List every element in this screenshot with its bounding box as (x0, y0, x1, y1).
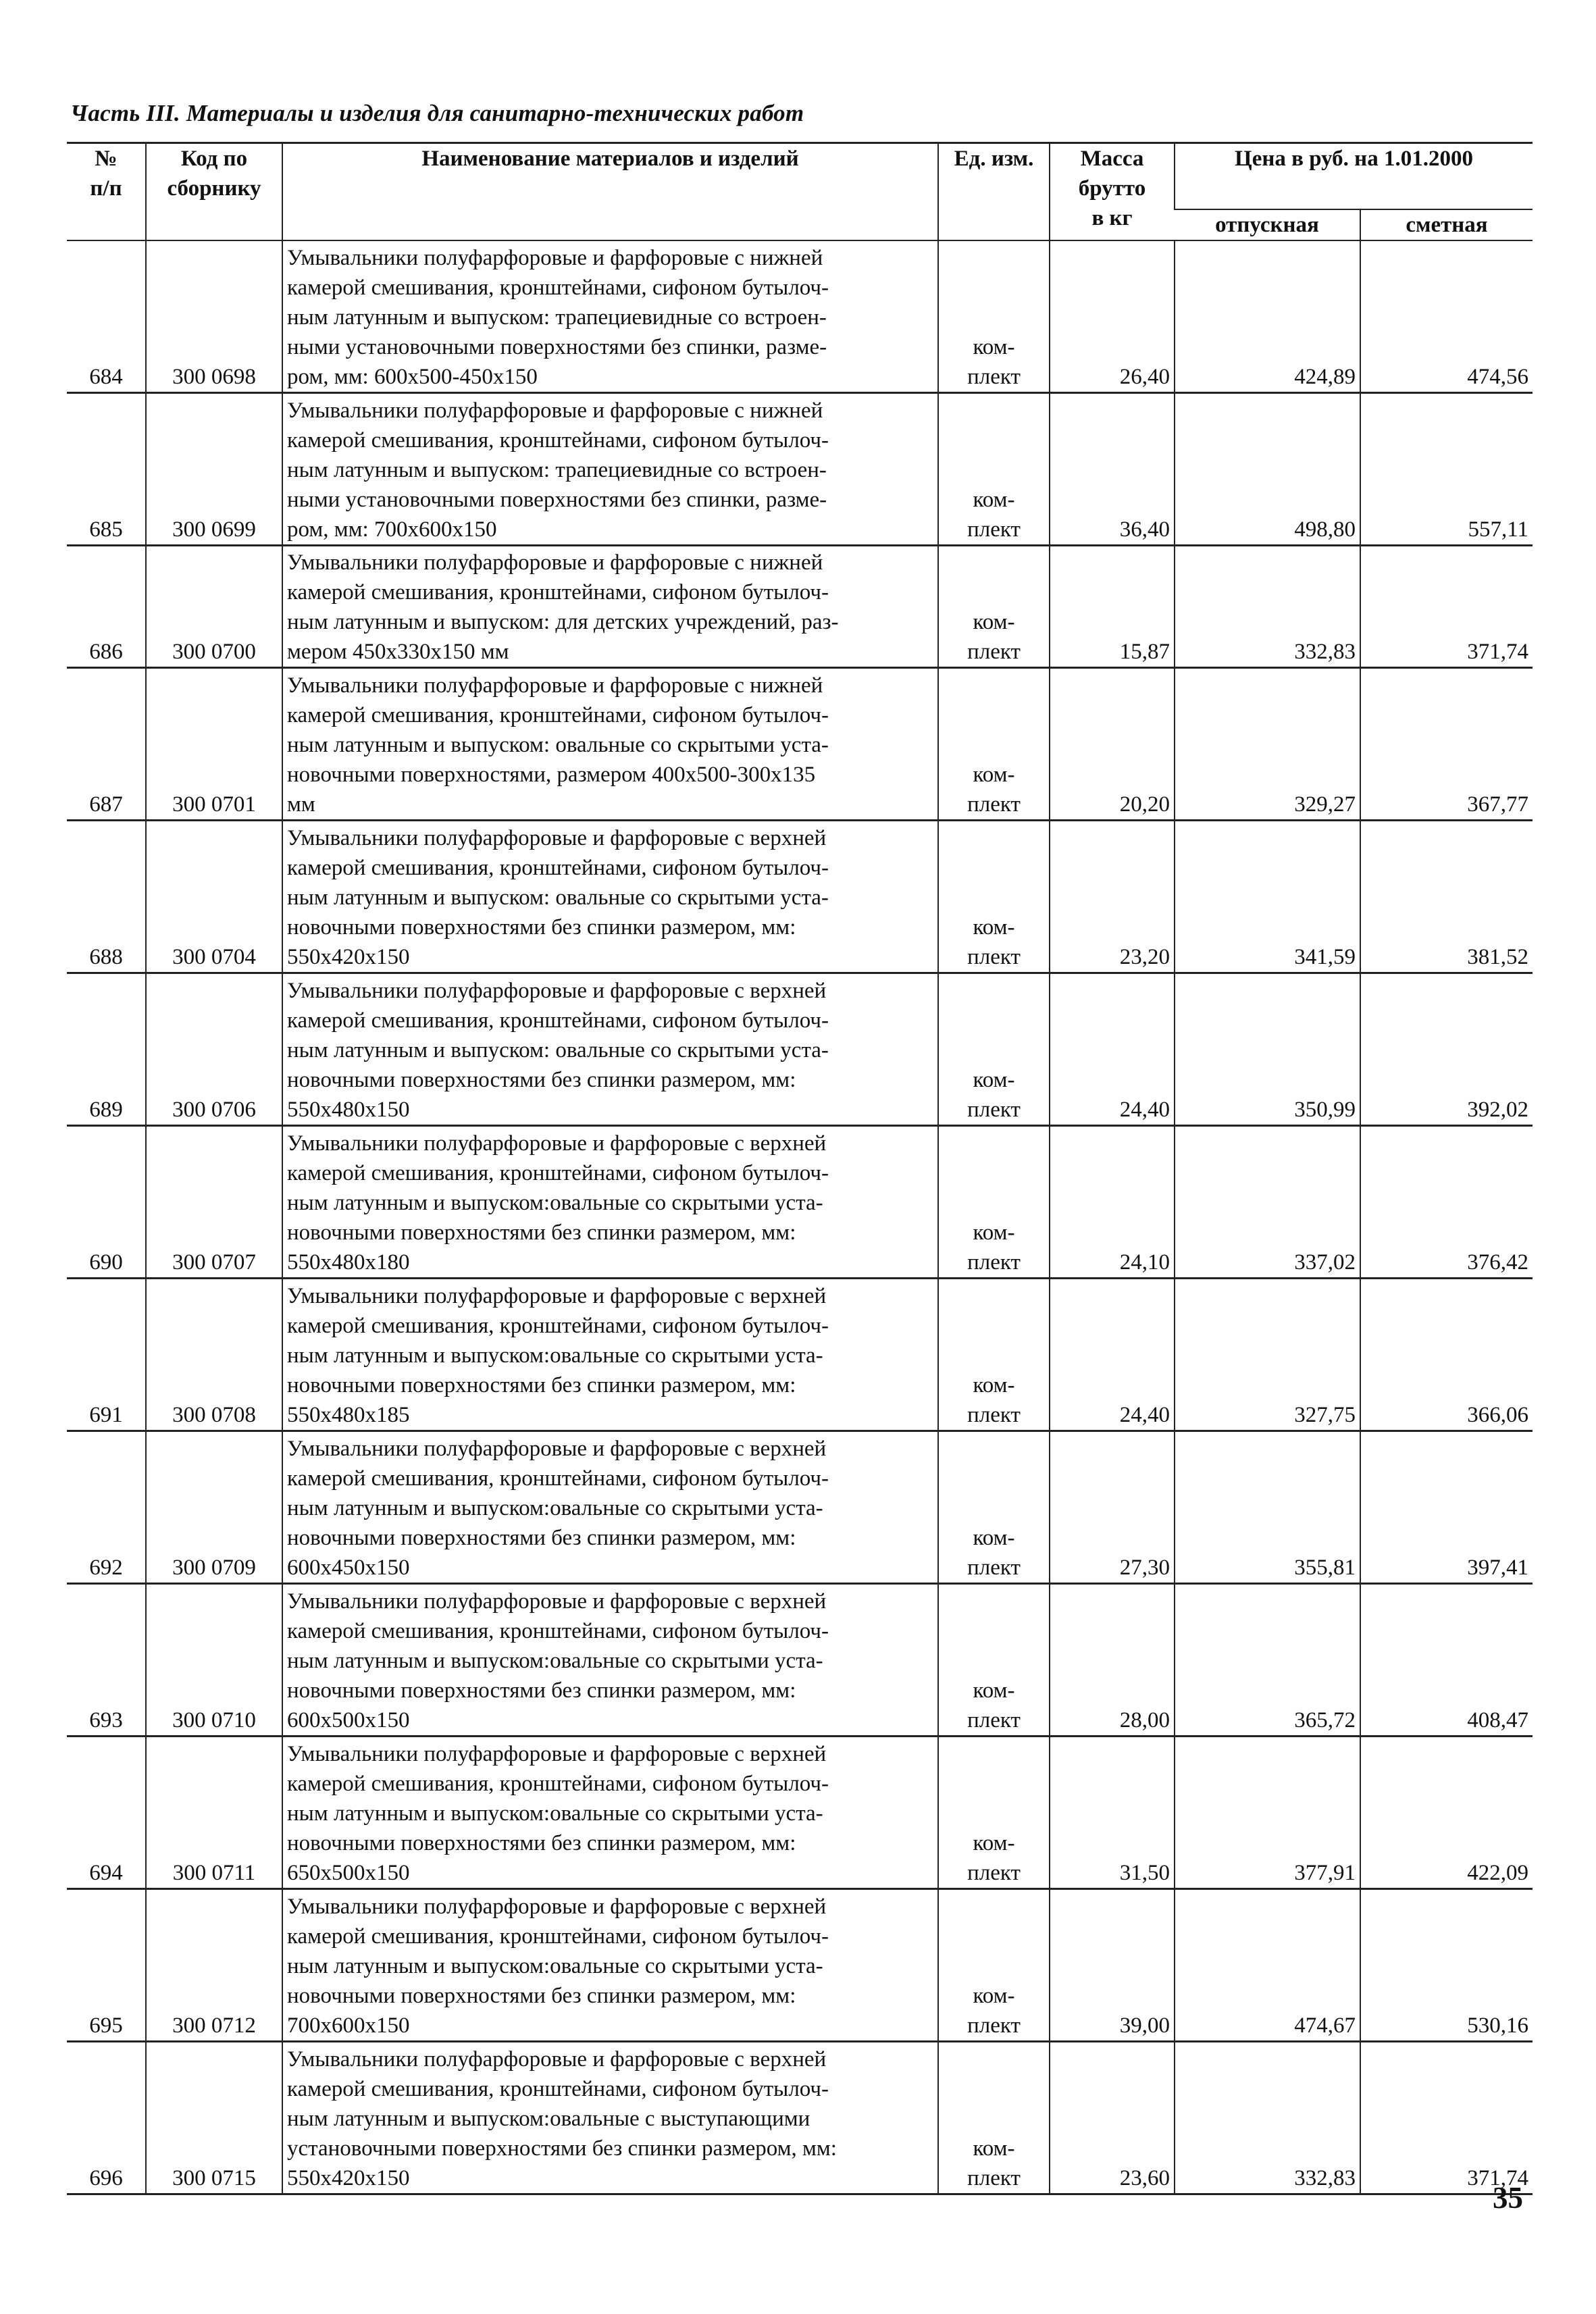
page-number: 35 (1493, 2181, 1523, 2215)
row-mass: 27,30 (1050, 1431, 1175, 1584)
header-name: Наименование материалов и изделий (282, 143, 938, 241)
row-num: 688 (67, 821, 146, 973)
row-code: 300 0707 (146, 1126, 282, 1279)
row-num: 692 (67, 1431, 146, 1584)
row-price-release: 350,99 (1175, 973, 1360, 1126)
row-unit: ком- плект (938, 393, 1050, 546)
table-row (67, 1584, 1533, 1737)
table-row (67, 1737, 1533, 1889)
row-unit: ком- плект (938, 1737, 1050, 1889)
row-price-estimate: 530,16 (1360, 1889, 1533, 2042)
row-code: 300 0708 (146, 1279, 282, 1431)
header-num: № п/п (67, 143, 146, 241)
row-name: Умывальники полуфарфоровые и фарфоровые с нижней камерой смешивания, кронштейнами, сифоном бутылоч- ным латунным и выпуском: трапециевидные со встроен- ными установочными поверхностями без спинки, разме- ром, мм: 600х500-450х150 (282, 240, 938, 393)
row-code: 300 0700 (146, 546, 282, 668)
header-price-release: отпускная (1175, 209, 1360, 240)
row-price-release: 377,91 (1175, 1737, 1360, 1889)
row-num: 693 (67, 1584, 146, 1737)
row-code: 300 0704 (146, 821, 282, 973)
row-mass: 24,40 (1050, 1279, 1175, 1431)
row-code: 300 0709 (146, 1431, 282, 1584)
row-num: 684 (67, 240, 146, 393)
running-title: Часть III. Материалы и изделия для санитарно-технических работ (70, 100, 804, 126)
row-mass: 39,00 (1050, 1889, 1175, 2042)
row-unit: ком- плект (938, 1126, 1050, 1279)
row-mass: 31,50 (1050, 1737, 1175, 1889)
table-header-row (67, 143, 1533, 210)
table-row (67, 1431, 1533, 1584)
row-name: Умывальники полуфарфоровые и фарфоровые с верхней камерой смешивания, кронштейнами, сифоном бутылоч- ным латунным и выпуском:овальные с выступающими установочными поверхностями без спинки размером, мм: 550х420х150 (282, 2042, 938, 2194)
row-unit: ком- плект (938, 546, 1050, 668)
row-price-release: 365,72 (1175, 1584, 1360, 1737)
row-price-release: 498,80 (1175, 393, 1360, 546)
header-price-estimate: сметная (1360, 209, 1533, 240)
row-unit: ком- плект (938, 821, 1050, 973)
row-name: Умывальники полуфарфоровые и фарфоровые с верхней камерой смешивания, кронштейнами, сифоном бутылоч- ным латунным и выпуском:овальные со скрытыми уста- новочными поверхностями без спинки размером, мм: 600х450х150 (282, 1431, 938, 1584)
table-row (67, 1889, 1533, 2042)
table-row (67, 1279, 1533, 1431)
row-mass: 15,87 (1050, 546, 1175, 668)
row-mass: 24,40 (1050, 973, 1175, 1126)
row-price-estimate: 474,56 (1360, 240, 1533, 393)
row-name: Умывальники полуфарфоровые и фарфоровые с верхней камерой смешивания, кронштейнами, сифоном бутылоч- ным латунным и выпуском: овальные со скрытыми уста- новочными поверхностями без спинки размером, мм: 550х480х150 (282, 973, 938, 1126)
row-code: 300 0699 (146, 393, 282, 546)
row-unit: ком- плект (938, 668, 1050, 821)
row-name: Умывальники полуфарфоровые и фарфоровые с верхней камерой смешивания, кронштейнами, сифоном бутылоч- ным латунным и выпуском:овальные со скрытыми уста- новочными поверхностями без спинки размером, мм: 550х480х180 (282, 1126, 938, 1279)
header-price-group: Цена в руб. на 1.01.2000 (1175, 143, 1533, 210)
row-price-estimate: 392,02 (1360, 973, 1533, 1126)
table-row (67, 1126, 1533, 1279)
row-price-estimate: 371,74 (1360, 2042, 1533, 2194)
row-price-release: 332,83 (1175, 2042, 1360, 2194)
row-price-release: 329,27 (1175, 668, 1360, 821)
row-unit: ком- плект (938, 973, 1050, 1126)
row-mass: 23,20 (1050, 821, 1175, 973)
row-name: Умывальники полуфарфоровые и фарфоровые с верхней камерой смешивания, кронштейнами, сифоном бутылоч- ным латунным и выпуском:овальные со скрытыми уста- новочными поверхностями без спинки размером, мм: 550х480х185 (282, 1279, 938, 1431)
row-price-estimate: 371,74 (1360, 546, 1533, 668)
row-price-estimate: 397,41 (1360, 1431, 1533, 1584)
row-price-release: 327,75 (1175, 1279, 1360, 1431)
row-price-estimate: 381,52 (1360, 821, 1533, 973)
row-price-estimate: 408,47 (1360, 1584, 1533, 1737)
row-price-release: 341,59 (1175, 821, 1360, 973)
row-price-release: 474,67 (1175, 1889, 1360, 2042)
row-price-release: 332,83 (1175, 546, 1360, 668)
row-name: Умывальники полуфарфоровые и фарфоровые с нижней камерой смешивания, кронштейнами, сифоном бутылоч- ным латунным и выпуском: трапециевидные со встроен- ными установочными поверхностями без спинки, разме- ром, мм: 700х600х150 (282, 393, 938, 546)
table-row (67, 546, 1533, 668)
row-code: 300 0698 (146, 240, 282, 393)
row-code: 300 0701 (146, 668, 282, 821)
row-mass: 23,60 (1050, 2042, 1175, 2194)
row-name: Умывальники полуфарфоровые и фарфоровые с верхней камерой смешивания, кронштейнами, сифоном бутылоч- ным латунным и выпуском:овальные со скрытыми уста- новочными поверхностями без спинки размером, мм: 700х600х150 (282, 1889, 938, 2042)
row-price-estimate: 367,77 (1360, 668, 1533, 821)
row-code: 300 0711 (146, 1737, 282, 1889)
row-unit: ком- плект (938, 1889, 1050, 2042)
row-num: 689 (67, 973, 146, 1126)
row-unit: ком- плект (938, 2042, 1050, 2194)
row-price-release: 337,02 (1175, 1126, 1360, 1279)
price-table (67, 142, 1533, 2195)
row-name: Умывальники полуфарфоровые и фарфоровые с нижней камерой смешивания, кронштейнами, сифоном бутылоч- ным латунным и выпуском: для детских учреждений, раз- мером 450х330х150 мм (282, 546, 938, 668)
row-price-estimate: 366,06 (1360, 1279, 1533, 1431)
row-unit: ком- плект (938, 1584, 1050, 1737)
table-row (67, 668, 1533, 821)
header-mass: Масса брутто в кг (1050, 143, 1175, 241)
row-name: Умывальники полуфарфоровые и фарфоровые с верхней камерой смешивания, кронштейнами, сифоном бутылоч- ным латунным и выпуском: овальные со скрытыми уста- новочными поверхностями без спинки размером, мм: 550х420х150 (282, 821, 938, 973)
table-row (67, 821, 1533, 973)
row-code: 300 0706 (146, 973, 282, 1126)
row-name: Умывальники полуфарфоровые и фарфоровые с верхней камерой смешивания, кронштейнами, сифоном бутылоч- ным латунным и выпуском:овальные со скрытыми уста- новочными поверхностями без спинки размером, мм: 600х500х150 (282, 1584, 938, 1737)
row-num: 694 (67, 1737, 146, 1889)
row-mass: 20,20 (1050, 668, 1175, 821)
row-num: 690 (67, 1126, 146, 1279)
row-num: 691 (67, 1279, 146, 1431)
row-mass: 24,10 (1050, 1126, 1175, 1279)
row-unit: ком- плект (938, 240, 1050, 393)
row-mass: 28,00 (1050, 1584, 1175, 1737)
row-unit: ком- плект (938, 1431, 1050, 1584)
row-mass: 26,40 (1050, 240, 1175, 393)
table-row (67, 240, 1533, 393)
row-num: 685 (67, 393, 146, 546)
row-price-estimate: 557,11 (1360, 393, 1533, 546)
row-price-estimate: 422,09 (1360, 1737, 1533, 1889)
table-row (67, 2042, 1533, 2194)
row-mass: 36,40 (1050, 393, 1175, 546)
row-num: 696 (67, 2042, 146, 2194)
row-code: 300 0710 (146, 1584, 282, 1737)
table-row (67, 973, 1533, 1126)
table-body (67, 240, 1533, 2194)
row-code: 300 0712 (146, 1889, 282, 2042)
row-num: 686 (67, 546, 146, 668)
row-unit: ком- плект (938, 1279, 1050, 1431)
row-num: 695 (67, 1889, 146, 2042)
row-price-release: 424,89 (1175, 240, 1360, 393)
row-code: 300 0715 (146, 2042, 282, 2194)
row-price-estimate: 376,42 (1360, 1126, 1533, 1279)
header-code: Код по сборнику (146, 143, 282, 241)
row-price-release: 355,81 (1175, 1431, 1360, 1584)
row-num: 687 (67, 668, 146, 821)
table-row (67, 393, 1533, 546)
row-name: Умывальники полуфарфоровые и фарфоровые с нижней камерой смешивания, кронштейнами, сифоном бутылоч- ным латунным и выпуском: овальные со скрытыми уста- новочными поверхностями, размером 400х500-300х135 мм (282, 668, 938, 821)
header-unit: Ед. изм. (938, 143, 1050, 241)
row-name: Умывальники полуфарфоровые и фарфоровые с верхней камерой смешивания, кронштейнами, сифоном бутылоч- ным латунным и выпуском:овальные со скрытыми уста- новочными поверхностями без спинки размером, мм: 650х500х150 (282, 1737, 938, 1889)
